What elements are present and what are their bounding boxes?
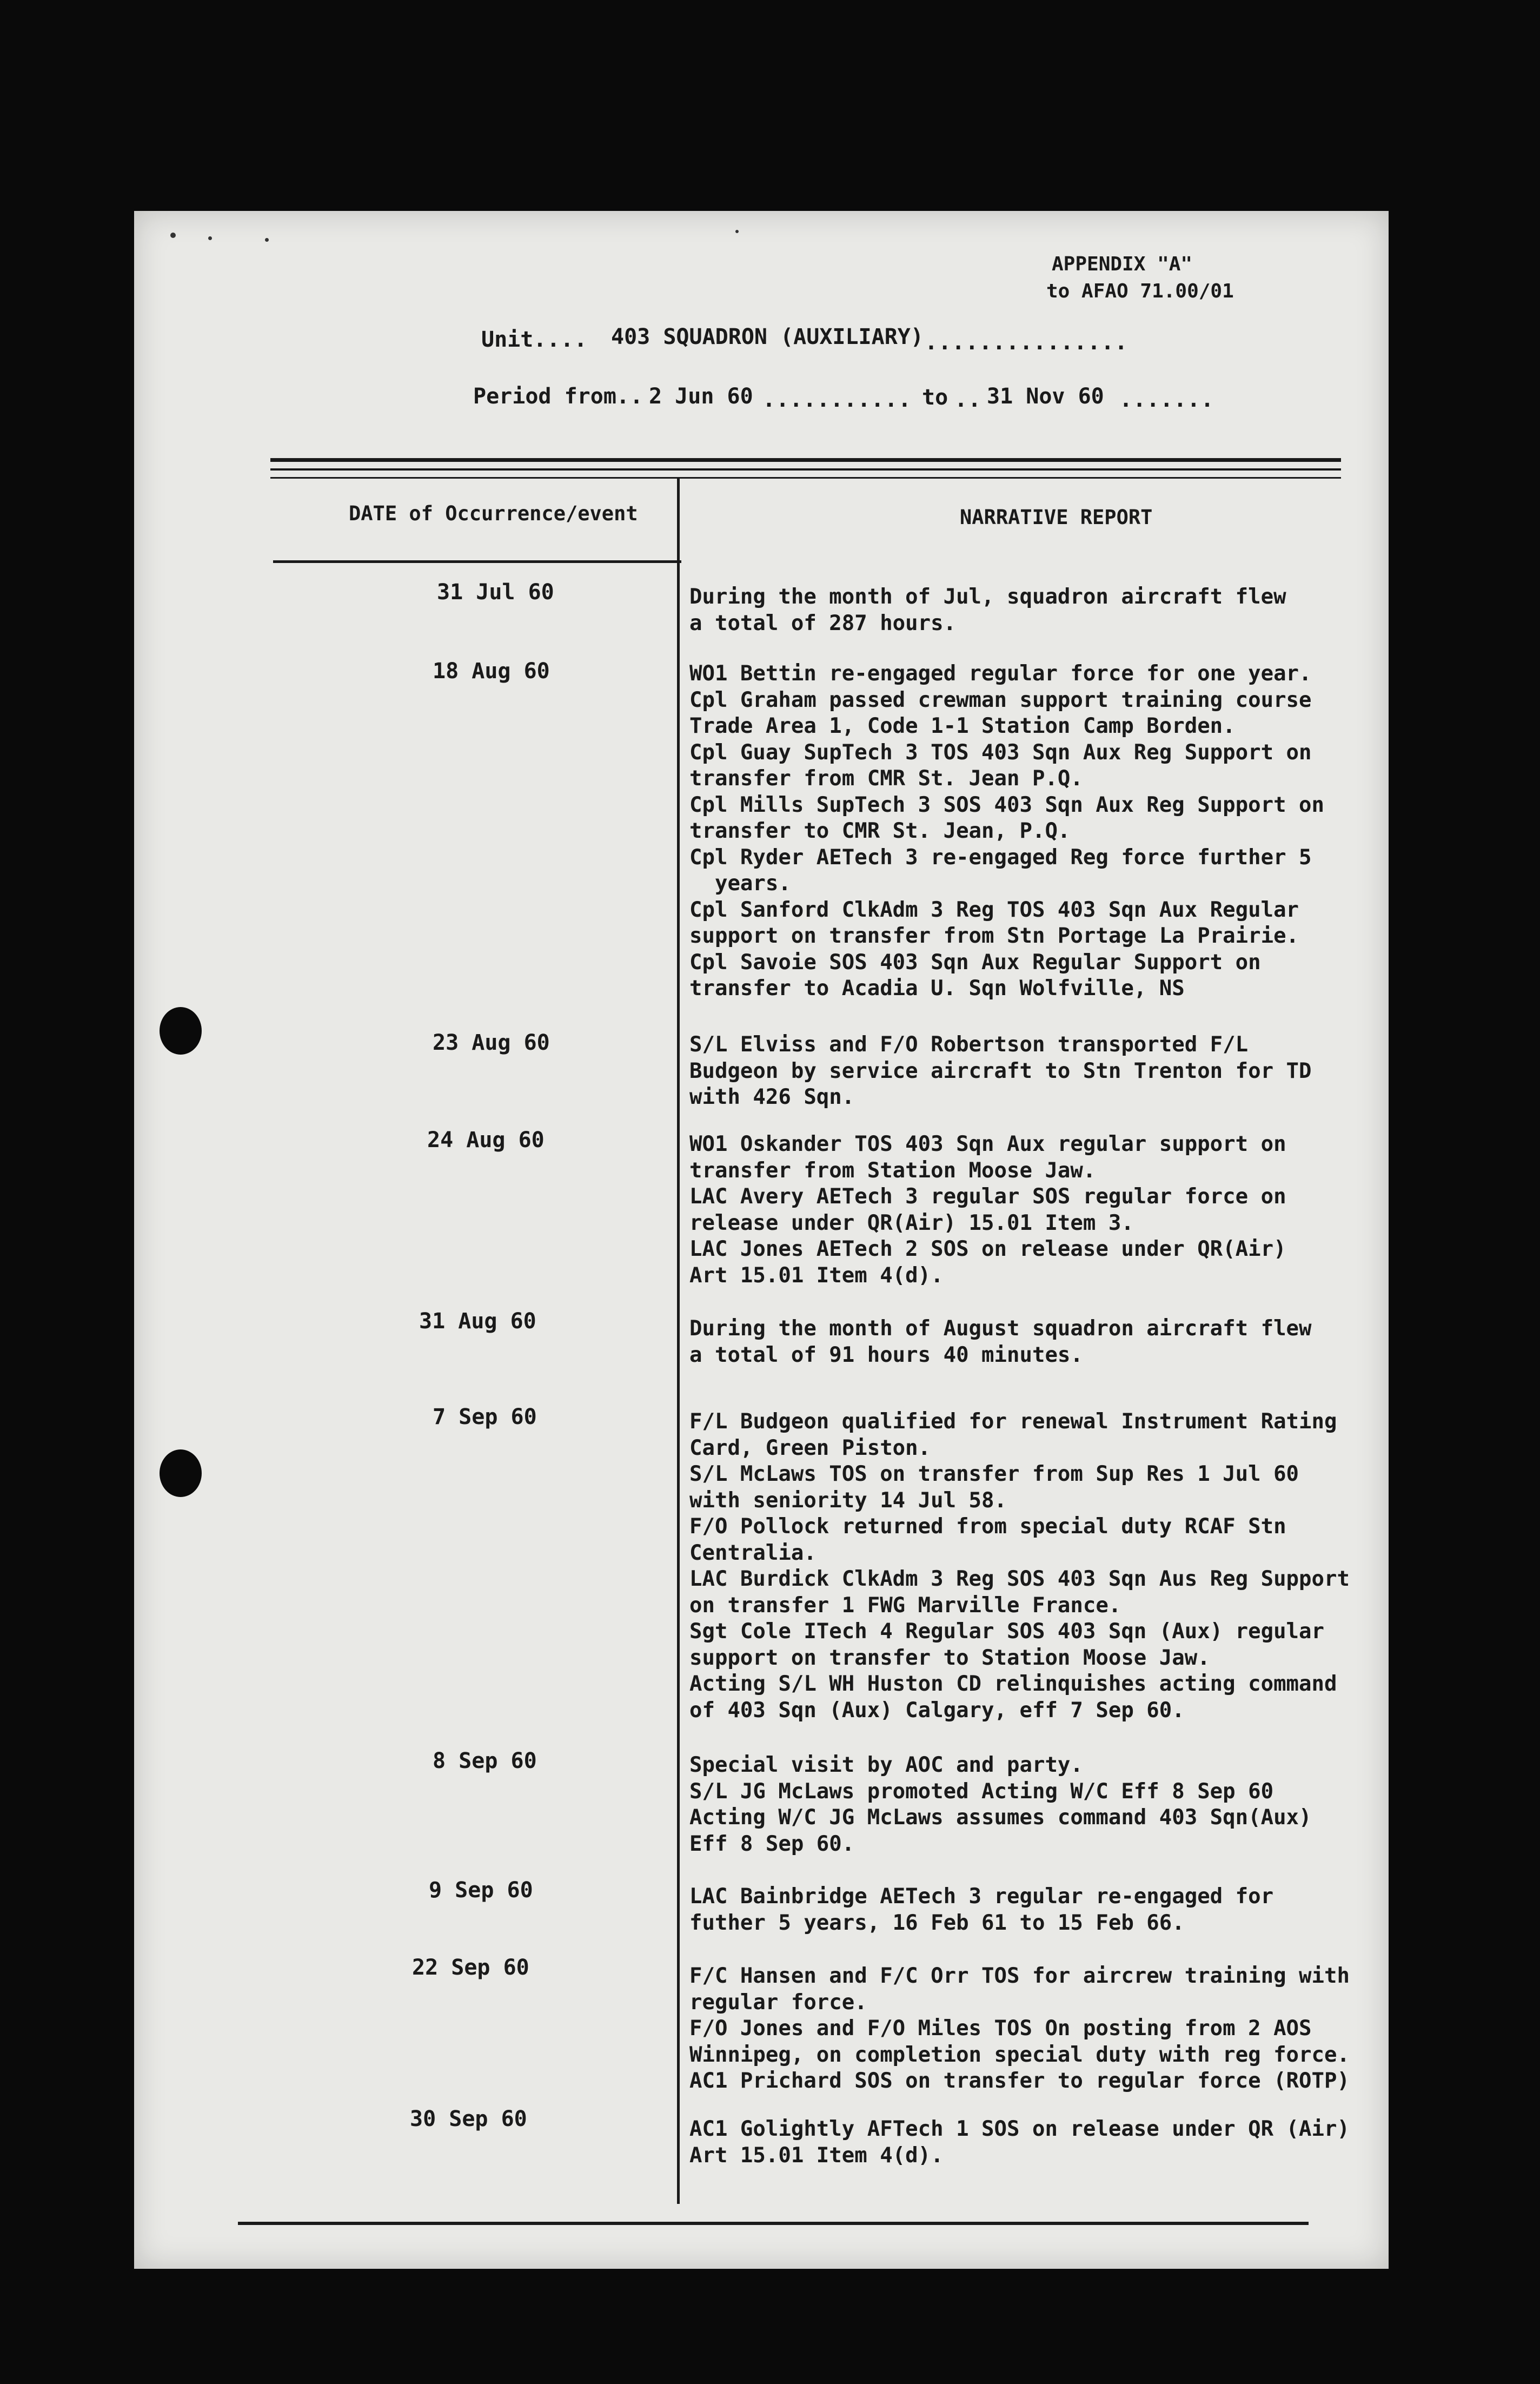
narrative-line: Trade Area 1, Code 1-1 Station Camp Borden. xyxy=(689,714,1236,738)
entry-narrative xyxy=(689,1884,1392,1936)
entry-narrative xyxy=(689,1131,1392,1289)
narrative-line: S/L McLaws TOS on transfer from Sup Res 1 Jul 60 xyxy=(689,1462,1299,1486)
header-rule-third xyxy=(270,477,1341,479)
narrative-line: Special visit by AOC and party. xyxy=(689,1753,1083,1777)
narrative-line: of 403 Sqn (Aux) Calgary, eff 7 Sep 60. xyxy=(689,1698,1185,1723)
header-rule-second xyxy=(270,468,1341,471)
period-dots: ....... xyxy=(1119,387,1214,412)
entry-narrative xyxy=(689,2116,1392,2169)
column-head-narrative: NARRATIVE REPORT xyxy=(960,506,1153,529)
narrative-line: Card, Green Piston. xyxy=(689,1435,931,1460)
narrative-line: AC1 Prichard SOS on transfer to regular force (ROTP) xyxy=(689,2069,1350,2093)
column-head-rule xyxy=(273,560,681,563)
narrative-line: Cpl Sanford ClkAdm 3 Reg TOS 403 Sqn Aux Regular xyxy=(689,897,1299,922)
narrative-line: regular force. xyxy=(689,1990,867,2015)
narrative-line: years. xyxy=(689,871,791,896)
period-dots: ........... xyxy=(762,387,912,412)
narrative-line: Cpl Savoie SOS 403 Sqn Aux Regular Support on xyxy=(689,950,1261,975)
narrative-line: Winnipeg, on completion special duty with reg force. xyxy=(689,2042,1350,2067)
period-from: 2 Jun 60 xyxy=(649,384,753,409)
punch-hole-bottom xyxy=(160,1449,202,1497)
narrative-line: with 426 Sqn. xyxy=(689,1085,855,1109)
narrative-line: LAC Jones AETech 2 SOS on release under QR(Air) xyxy=(689,1237,1286,1261)
bottom-rule xyxy=(238,2222,1309,2225)
narrative-line: During the month of Jul, squadron aircraft flew xyxy=(689,585,1286,609)
narrative-line: on transfer 1 FWG Marville France. xyxy=(689,1593,1121,1618)
narrative-line: with seniority 14 Jul 58. xyxy=(689,1488,1007,1513)
period-to-label: to xyxy=(922,385,948,410)
entry-date: 22 Sep 60 xyxy=(412,1955,529,1980)
narrative-line: release under QR(Air) 15.01 Item 3. xyxy=(689,1210,1134,1235)
narrative-line: LAC Bainbridge AETech 3 regular re-engaged for xyxy=(689,1884,1274,1909)
period-to: 31 Nov 60 xyxy=(987,384,1104,409)
entry-narrative xyxy=(689,661,1392,1002)
entry-date: 9 Sep 60 xyxy=(429,1878,533,1903)
entry-date: 23 Aug 60 xyxy=(433,1030,550,1055)
punch-hole-top xyxy=(160,1007,202,1055)
speck xyxy=(265,238,269,242)
narrative-line: futher 5 years, 16 Feb 61 to 15 Feb 66. xyxy=(689,1910,1185,1935)
entry-date: 31 Jul 60 xyxy=(437,580,554,605)
narrative-line: F/C Hansen and F/C Orr TOS for aircrew training with xyxy=(689,1964,1350,1988)
appendix-reference: to AFAO 71.00/01 xyxy=(1046,280,1234,302)
narrative-line: support on transfer to Station Moose Jaw. xyxy=(689,1645,1210,1670)
narrative-line: Eff 8 Sep 60. xyxy=(689,1831,855,1856)
period-dots: .. xyxy=(954,387,982,412)
narrative-line: Sgt Cole ITech 4 Regular SOS 403 Sqn (Aux) regular xyxy=(689,1619,1324,1644)
entry-narrative xyxy=(689,1409,1392,1724)
narrative-line: F/O Pollock returned from special duty RCAF Stn xyxy=(689,1514,1286,1539)
entry-date: 30 Sep 60 xyxy=(410,2107,527,2131)
narrative-line: F/L Budgeon qualified for renewal Instrument Rating xyxy=(689,1409,1337,1434)
column-head-date: DATE of Occurrence/event xyxy=(349,502,638,525)
entry-date: 7 Sep 60 xyxy=(433,1405,537,1429)
narrative-line: transfer to Acadia U. Sqn Wolfville, NS xyxy=(689,976,1185,1001)
header-rule-top xyxy=(270,458,1341,462)
narrative-line: Cpl Mills SupTech 3 SOS 403 Sqn Aux Reg Support on xyxy=(689,792,1324,817)
narrative-line: Cpl Guay SupTech 3 TOS 403 Sqn Aux Reg Support on xyxy=(689,740,1312,765)
appendix-title: APPENDIX "A" xyxy=(1052,253,1193,275)
entry-date: 31 Aug 60 xyxy=(419,1309,536,1334)
narrative-line: S/L Elviss and F/O Robertson transported F/L xyxy=(689,1032,1249,1057)
entry-narrative xyxy=(689,1752,1392,1857)
narrative-line: Art 15.01 Item 4(d). xyxy=(689,1263,944,1288)
entry-date: 24 Aug 60 xyxy=(427,1128,545,1153)
narrative-line: S/L JG McLaws promoted Acting W/C Eff 8 Sep 60 xyxy=(689,1779,1274,1804)
entry-narrative xyxy=(689,1963,1392,2095)
unit-value: 403 SQUADRON (AUXILIARY) xyxy=(611,325,924,349)
narrative-line: During the month of August squadron aircraft flew xyxy=(689,1316,1312,1341)
narrative-line: Acting W/C JG McLaws assumes command 403 Sqn(Aux) xyxy=(689,1805,1312,1830)
period-label: Period from.. xyxy=(473,384,644,409)
narrative-line: WO1 Bettin re-engaged regular force for one year. xyxy=(689,661,1312,686)
narrative-line: AC1 Golightly AFTech 1 SOS on release under QR (Air) xyxy=(689,2117,1350,2141)
narrative-line: Cpl Ryder AETech 3 re-engaged Reg force further 5 xyxy=(689,845,1312,870)
speck xyxy=(170,233,176,238)
narrative-line: support on transfer from Stn Portage La Prairie. xyxy=(689,924,1299,948)
unit-label: Unit.... xyxy=(481,327,588,352)
narrative-line: F/O Jones and F/O Miles TOS On posting from 2 AOS xyxy=(689,2016,1312,2041)
entry-narrative xyxy=(689,584,1392,637)
narrative-line: LAC Burdick ClkAdm 3 Reg SOS 403 Sqn Aus Reg Support xyxy=(689,1567,1350,1591)
narrative-line: transfer to CMR St. Jean, P.Q. xyxy=(689,819,1071,843)
entry-narrative xyxy=(689,1032,1392,1111)
speck xyxy=(208,236,212,240)
narrative-line: Cpl Graham passed crewman support training course xyxy=(689,687,1312,712)
narrative-line: transfer from CMR St. Jean P.Q. xyxy=(689,766,1083,791)
entry-date: 8 Sep 60 xyxy=(433,1749,537,1773)
entry-date: 18 Aug 60 xyxy=(433,659,550,684)
narrative-line: Budgeon by service aircraft to Stn Trenton for TD xyxy=(689,1058,1312,1083)
unit-dots: ............... xyxy=(925,330,1129,355)
narrative-line: a total of 91 hours 40 minutes. xyxy=(689,1342,1083,1367)
entry-narrative xyxy=(689,1316,1392,1368)
narrative-line: LAC Avery AETech 3 regular SOS regular force on xyxy=(689,1184,1286,1209)
speck xyxy=(735,230,739,233)
narrative-line: a total of 287 hours. xyxy=(689,611,957,635)
narrative-line: Art 15.01 Item 4(d). xyxy=(689,2143,944,2168)
narrative-line: WO1 Oskander TOS 403 Sqn Aux regular support on xyxy=(689,1132,1286,1156)
narrative-line: transfer from Station Moose Jaw. xyxy=(689,1158,1096,1183)
narrative-line: Acting S/L WH Huston CD relinquishes acting command xyxy=(689,1672,1337,1696)
column-divider xyxy=(677,479,680,2204)
narrative-line: Centralia. xyxy=(689,1540,817,1565)
